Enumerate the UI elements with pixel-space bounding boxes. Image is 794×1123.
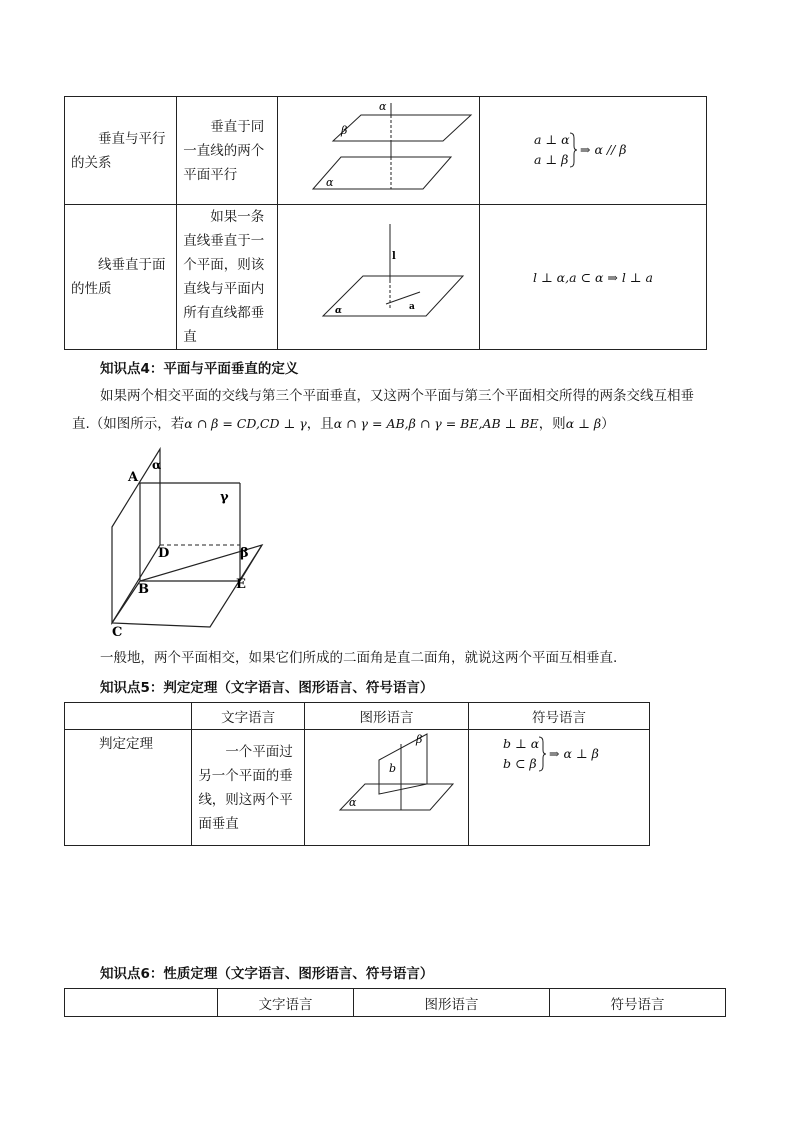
formula-line2: a ⊥ β — [534, 151, 569, 167]
label-B: B — [138, 582, 149, 597]
section4-para-line2 — [72, 411, 615, 437]
perpendicular-planes-figure — [100, 445, 280, 645]
parallel-planes-figure — [278, 97, 479, 200]
header-cell — [354, 989, 550, 1017]
header-symbol-lang: 符号语言 — [532, 710, 586, 726]
header-cell — [304, 703, 468, 730]
section6-heading: 知识点6：性质定理（文字语言、图形语言、符号语言） — [100, 966, 434, 982]
text-cell — [192, 730, 305, 846]
table-header-row — [65, 989, 726, 1017]
para-text: 直.（如图所示，若 — [72, 416, 185, 432]
figure-cell — [277, 205, 479, 350]
row-name-cell — [65, 730, 192, 846]
section4-heading: 知识点4：平面与平面垂直的定义 — [100, 361, 299, 377]
formula-result: ⇒ α ⊥ β — [549, 746, 599, 761]
formula-cell — [469, 730, 650, 846]
table-property-theorem — [64, 988, 726, 1017]
label-b: b — [388, 762, 397, 775]
para-math: α ⊥ β — [565, 416, 602, 431]
table-row — [65, 205, 707, 350]
label-beta: β — [240, 546, 249, 561]
brace-icon — [537, 736, 547, 772]
header-text-lang: 文字语言 — [258, 996, 313, 1013]
label-beta: β — [415, 733, 423, 746]
header-symbol-lang: 符号语言 — [610, 996, 665, 1013]
formula-block — [499, 734, 649, 784]
row-name: 判定定理 — [99, 736, 153, 752]
header-empty — [65, 989, 218, 1017]
figure-cell — [304, 730, 468, 846]
label-alpha: α — [334, 305, 342, 316]
label-D: D — [158, 546, 170, 561]
header-cell — [192, 703, 305, 730]
row-name-cell — [65, 97, 177, 205]
label-a: a — [408, 301, 415, 312]
formula-block — [530, 126, 706, 176]
label-alpha: α — [348, 796, 357, 809]
text-statement: 一个平面过另一个平面的垂线，则这两个平面垂直 — [198, 743, 293, 832]
section4-para-line1: 如果两个相交平面的交线与第三个平面垂直，又这两个平面与第三个平面相交所得的两条交线互相垂 — [100, 388, 694, 404]
table-header-row — [65, 703, 650, 730]
text-statement: 如果一条直线垂直于一个平面，则该直线与平面内所有直线都垂直 — [183, 209, 265, 345]
label-gamma: γ — [220, 490, 229, 505]
para-math: α ∩ β = CD,CD ⊥ γ — [184, 416, 307, 431]
brace-icon — [568, 132, 578, 168]
formula: l ⊥ α,a ⊂ α ⇒ l ⊥ a — [532, 269, 653, 285]
formula-cell — [480, 205, 707, 350]
para-text: ，且 — [306, 416, 334, 432]
row-name: 线垂直于面的性质 — [71, 257, 166, 297]
formula-line2: b ⊂ β — [503, 756, 537, 771]
label-C: C — [112, 625, 123, 640]
text-cell — [177, 97, 278, 205]
para-text: ） — [601, 416, 615, 432]
formula-cell — [480, 97, 707, 205]
text-cell — [177, 205, 278, 350]
label-top-alpha: α — [378, 100, 387, 113]
header-figure-lang: 图形语言 — [359, 710, 414, 726]
label-l: l — [391, 250, 396, 262]
label-alpha: α — [152, 458, 162, 472]
section5-heading: 知识点5：判定定理（文字语言、图形语言、符号语言） — [100, 680, 434, 696]
para-math: α ∩ γ = AB,β ∩ γ = BE,AB ⊥ BE — [333, 416, 539, 431]
text-statement: 垂直于同一直线的两个平面平行 — [183, 118, 265, 183]
line-perpendicular-figure — [278, 208, 479, 343]
table-judgement-theorem — [64, 702, 650, 846]
row-name-cell — [65, 205, 177, 350]
section4-after: 一般地，两个平面相交，如果它们所成的二面角是直二面角，就说这两个平面互相垂直. — [100, 650, 618, 666]
figure-cell — [277, 97, 479, 205]
formula-line1: a ⊥ α — [534, 131, 570, 147]
table-row — [65, 97, 707, 205]
header-empty — [65, 703, 192, 730]
para-text: ，则 — [538, 416, 566, 432]
label-alpha: α — [325, 176, 334, 189]
label-E: E — [236, 577, 246, 592]
header-text-lang: 文字语言 — [221, 710, 276, 726]
table-row — [65, 730, 650, 846]
formula-result: ⇒ α // β — [580, 141, 627, 157]
label-beta: β — [340, 124, 348, 137]
label-A: A — [128, 470, 139, 485]
header-cell — [550, 989, 726, 1017]
header-cell — [469, 703, 650, 730]
formula-line1: b ⊥ α — [503, 736, 540, 751]
table-plane-properties — [64, 96, 707, 350]
row-name: 垂直与平行的关系 — [71, 130, 166, 171]
header-cell — [218, 989, 354, 1017]
header-figure-lang: 图形语言 — [424, 996, 479, 1013]
judgement-figure — [305, 730, 468, 841]
